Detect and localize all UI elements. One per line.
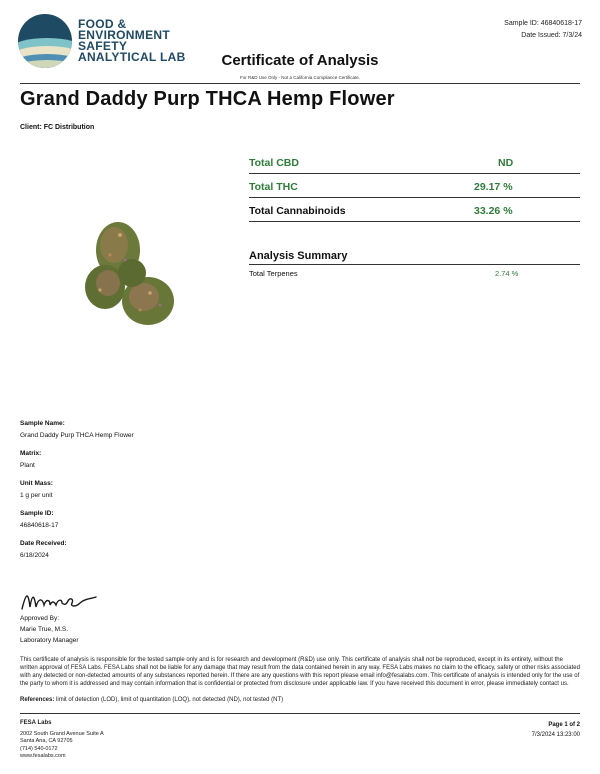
footer-address-line: 2002 South Grand Avenue Suite A [20, 730, 104, 737]
logo-line: ENVIRONMENT [78, 28, 170, 42]
potency-summary [249, 150, 580, 222]
field-label: Matrix: [20, 450, 42, 457]
logo-line: ANALYTICAL LAB [78, 50, 186, 64]
logo-line: FOOD & [78, 17, 127, 31]
references-label: References: [20, 697, 55, 703]
footer-address-line: Santa Ana, CA 92705 [20, 738, 73, 744]
field-sample-id [20, 510, 134, 529]
footer-phone: (714) 540-0172 [20, 745, 58, 752]
summary-label: Total Cannabinoids [249, 205, 346, 217]
total-terpenes-value: 2.74 % [495, 269, 519, 278]
approval-block [20, 613, 79, 646]
product-image [80, 215, 190, 330]
product-title: Grand Daddy Purp THCA Hemp Flower [20, 88, 395, 110]
field-date-received [20, 540, 134, 559]
page-number: Page 1 of 2 [548, 722, 580, 728]
references [20, 697, 283, 703]
summary-value: 33.26 % [474, 205, 513, 217]
sample-details [20, 420, 134, 570]
approver-role: Laboratory Manager [20, 637, 79, 644]
client-name: Client: FC Distribution [20, 124, 95, 131]
footer-lab-name: FESA Labs [20, 720, 52, 726]
field-value: Plant [20, 462, 35, 469]
footer-lab-info [20, 720, 104, 761]
total-terpenes-row [249, 269, 580, 278]
field-value: Grand Daddy Purp THCA Hemp Flower [20, 432, 134, 439]
field-label: Unit Mass: [20, 480, 53, 487]
total-terpenes-label: Total Terpenes [249, 269, 298, 278]
summary-value: 29.17 % [474, 181, 513, 193]
disclaimer-text: This certificate of analysis is responsible for the tested sample only and is for research and development (R&D) use only. This certificate of analysis shall not be reproduced, except in its entirety, without the written approval of FESA Labs. FESA Labs shall not be liable for any damage that may result from the data contained herein in any way. FESA Labs makes no claim to the efficacy, safety or other risks associated with any detected or non-detected amounts of any substances reported herein. If there are any questions with this report please email info@fesalabs.com. This certificate of analysis is intended only for the use of the party to whom it is addressed and may contain information that is confidential or protected from disclosure under applicable law. If you have received this document in error, please immediately contact us. [20, 657, 580, 687]
header-meta [504, 18, 582, 42]
footer-timestamp: 7/3/2024 13:23:00 [531, 732, 580, 738]
footer-page-info [532, 720, 580, 740]
approver-name: Marie True, M.S. [20, 626, 69, 633]
references-text: limit of detection (LOD), limit of quantitation (LOQ), not detected (ND), not tested (NT) [56, 697, 284, 703]
field-value: 1 g per unit [20, 492, 53, 499]
field-matrix [20, 450, 134, 469]
summary-value: ND [498, 157, 514, 169]
flower-bud-image [85, 222, 174, 325]
header-sample-id: Sample ID: 46840618-17 [504, 20, 582, 27]
header-date-issued: Date Issued: 7/3/24 [521, 32, 582, 39]
summary-row-total-cannabinoids [249, 198, 580, 222]
field-value: 6/18/2024 [20, 552, 49, 559]
analysis-summary-heading: Analysis Summary [249, 250, 580, 265]
header-divider [20, 83, 580, 84]
footer-divider [20, 713, 580, 714]
summary-row-total-cbd [249, 150, 580, 174]
field-label: Sample Name: [20, 420, 65, 427]
summary-row-total-thc [249, 174, 580, 198]
document-subtitle: For R&D Use Only - Not a California Compliance Certificate. [239, 75, 361, 80]
field-value: 46840618-17 [20, 522, 59, 529]
footer-website: www.fesalabs.com [20, 753, 66, 759]
logo-line: SAFETY [78, 39, 128, 53]
field-label: Date Received: [20, 540, 67, 547]
field-sample-name [20, 420, 134, 439]
document-title: Certificate of Analysis [221, 52, 379, 69]
approved-by-label: Approved By: [20, 615, 60, 622]
analysis-summary [249, 250, 580, 278]
field-unit-mass [20, 480, 134, 499]
summary-label: Total CBD [249, 157, 299, 169]
field-label: Sample ID: [20, 510, 54, 517]
summary-label: Total THC [249, 181, 298, 193]
signature-image [20, 587, 100, 615]
